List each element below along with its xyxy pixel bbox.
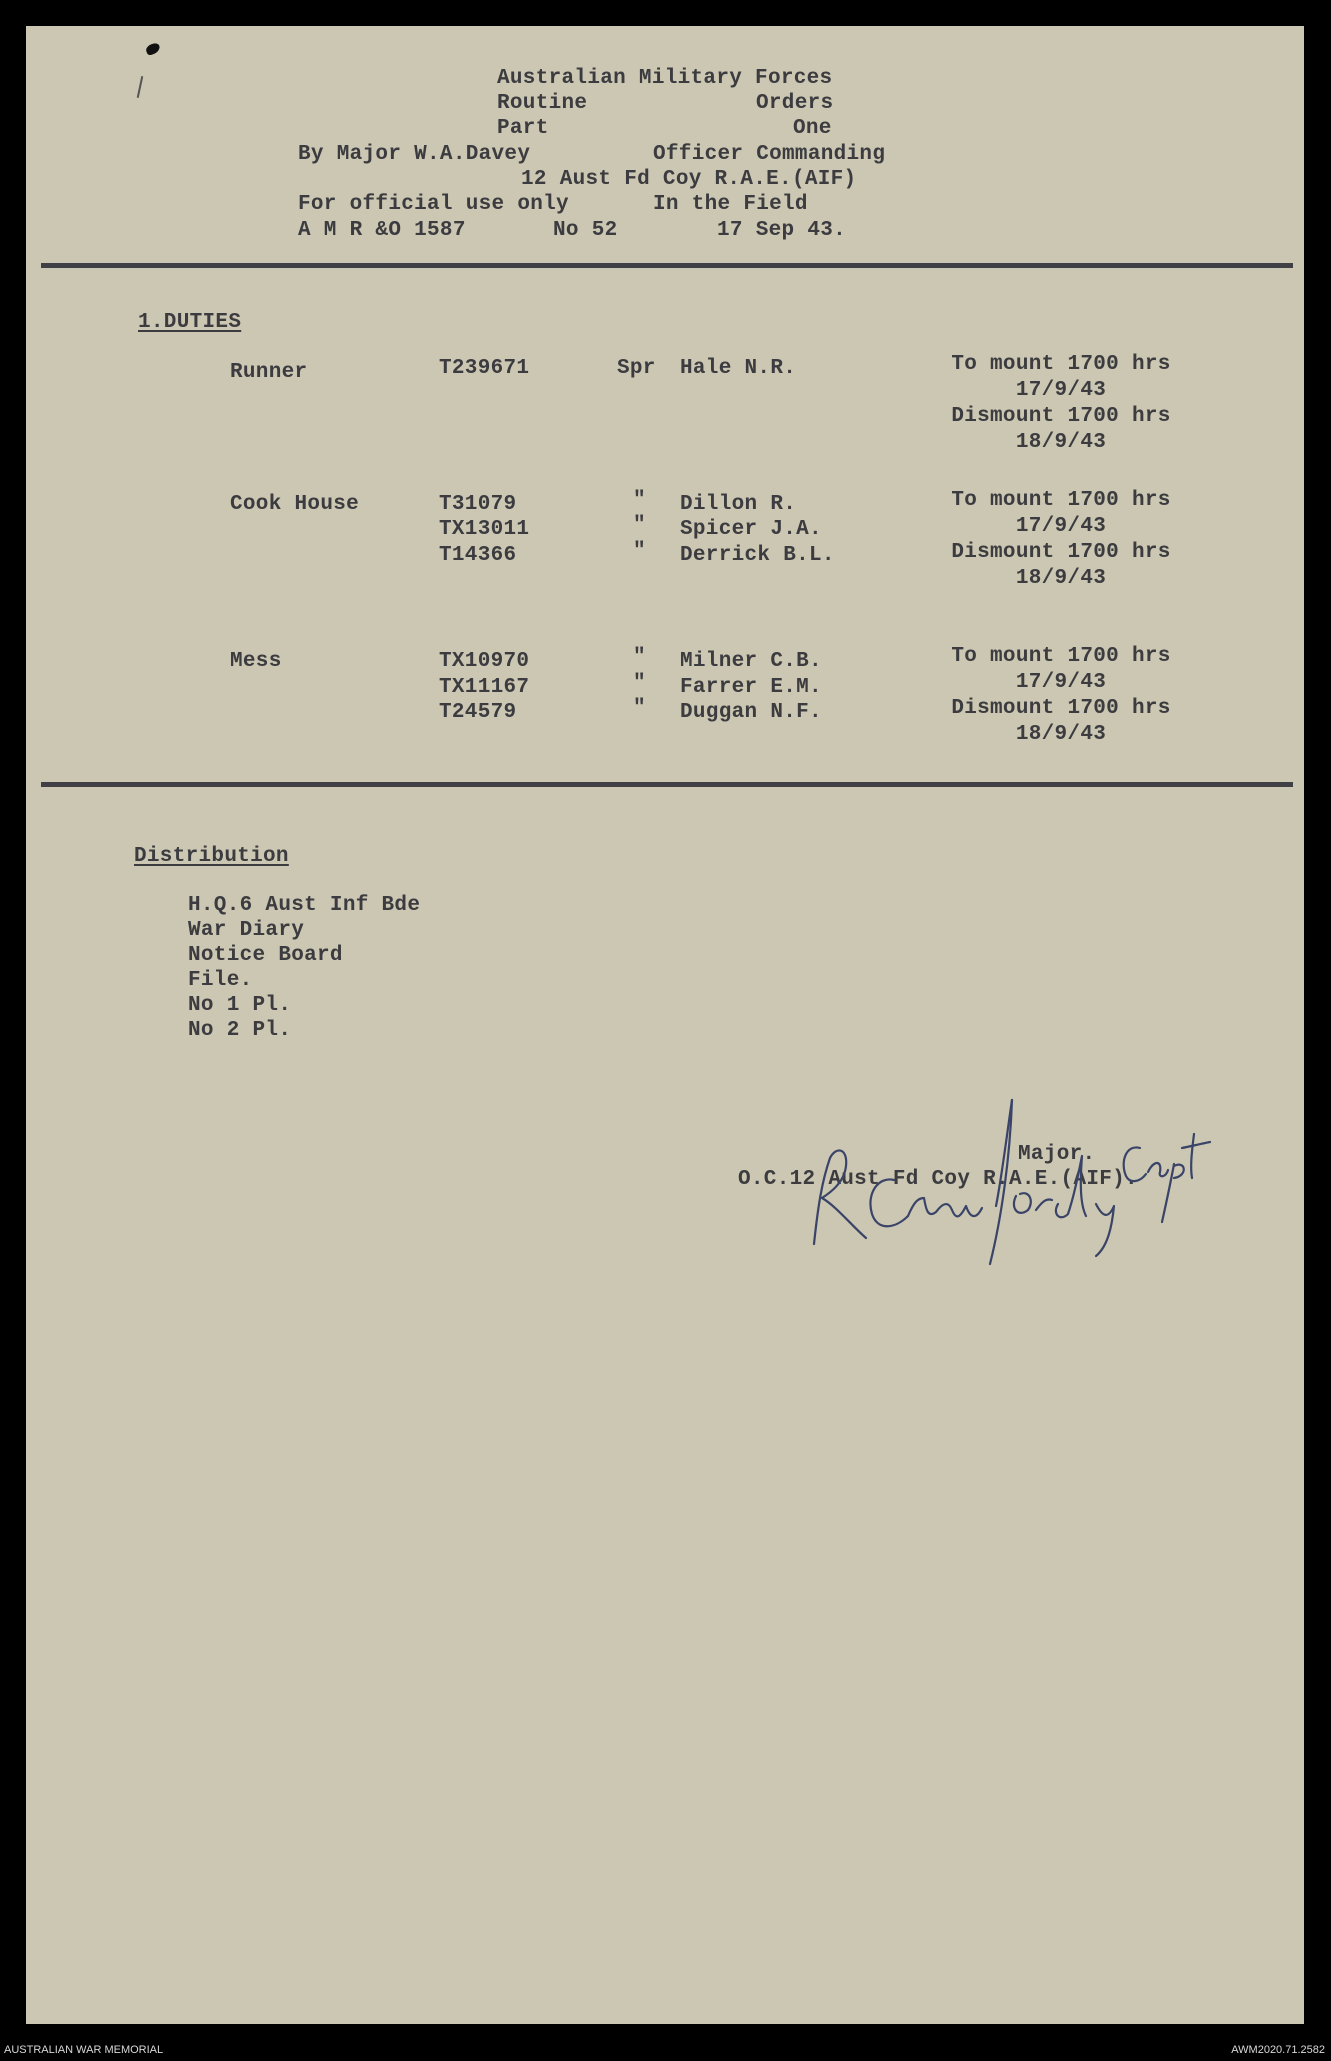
dismount-date: 18/9/43	[1015, 723, 1107, 746]
mount-date: 17/9/43	[1015, 671, 1107, 694]
mount-date: 17/9/43	[1015, 379, 1107, 402]
soldier-name: Dillon R.	[680, 493, 797, 516]
signature-oc-line: O.C.12 Aust Fd Coy R.A.E.(AIF).	[738, 1168, 1138, 1191]
service-number: T24579	[439, 701, 517, 724]
header-orders: Orders	[756, 92, 834, 115]
mount-time: To mount 1700 hrs	[951, 353, 1171, 376]
distribution-item: File.	[188, 969, 253, 992]
distribution-item: No 1 Pl.	[188, 994, 292, 1017]
dismount-time: Dismount 1700 hrs	[951, 697, 1171, 720]
header-order-number: No 52	[553, 219, 618, 242]
soldier-name: Duggan N.F.	[680, 701, 822, 724]
duties-heading: 1.DUTIES	[138, 311, 242, 334]
rank: "	[633, 672, 646, 695]
handwritten-signature	[796, 1086, 1216, 1266]
distribution-heading: Distribution	[134, 845, 289, 868]
header-in-the-field: In the Field	[653, 193, 808, 216]
distribution-item: No 2 Pl.	[188, 1019, 292, 1042]
service-number: T31079	[439, 493, 517, 516]
rank: Spr	[617, 357, 656, 380]
soldier-name: Hale N.R.	[680, 357, 797, 380]
service-number: TX13011	[439, 518, 530, 541]
document-page	[26, 26, 1304, 2024]
distribution-item: Notice Board	[188, 944, 343, 967]
ink-spot	[145, 42, 162, 56]
soldier-name: Farrer E.M.	[680, 676, 822, 699]
rank: "	[633, 646, 646, 669]
header-amr: A M R &O 1587	[298, 219, 466, 242]
header-official-use: For official use only	[298, 193, 569, 216]
horizontal-rule-top	[41, 263, 1293, 268]
soldier-name: Derrick B.L.	[680, 544, 835, 567]
rank: "	[633, 514, 646, 537]
service-number: T14366	[439, 544, 517, 567]
service-number: TX11167	[439, 676, 530, 699]
footer-right: AWM2020.71.2582	[1231, 2044, 1325, 2056]
dismount-time: Dismount 1700 hrs	[951, 405, 1171, 428]
service-number: T239671	[439, 357, 530, 380]
rank: "	[633, 489, 646, 512]
pencil-mark	[137, 76, 144, 98]
header-part-one: One	[793, 117, 832, 140]
header-unit: 12 Aust Fd Coy R.A.E.(AIF)	[521, 168, 857, 191]
duty-group-name: Mess	[230, 650, 282, 673]
service-number: TX10970	[439, 650, 530, 673]
rank: "	[633, 540, 646, 563]
soldier-name: Spicer J.A.	[680, 518, 822, 541]
duty-group-name: Runner	[230, 361, 308, 384]
rank: "	[633, 697, 646, 720]
header-officer-commanding: Officer Commanding	[653, 143, 886, 166]
mount-time: To mount 1700 hrs	[951, 489, 1171, 512]
signature-rank: Major.	[1018, 1143, 1096, 1166]
dismount-date: 18/9/43	[1015, 567, 1107, 590]
distribution-item: H.Q.6 Aust Inf Bde	[188, 894, 421, 917]
dismount-time: Dismount 1700 hrs	[951, 541, 1171, 564]
horizontal-rule-bottom	[41, 782, 1293, 787]
mount-date: 17/9/43	[1015, 515, 1107, 538]
header-title: Australian Military Forces	[497, 67, 833, 90]
duty-group-name: Cook House	[230, 493, 360, 516]
header-date: 17 Sep 43.	[717, 219, 847, 242]
soldier-name: Milner C.B.	[680, 650, 822, 673]
mount-time: To mount 1700 hrs	[951, 645, 1171, 668]
dismount-date: 18/9/43	[1015, 431, 1107, 454]
footer-left: AUSTRALIAN WAR MEMORIAL	[4, 2044, 164, 2056]
header-routine: Routine	[497, 92, 588, 115]
distribution-item: War Diary	[188, 919, 305, 942]
header-by-major: By Major W.A.Davey	[298, 143, 531, 166]
header-part: Part	[497, 117, 549, 140]
